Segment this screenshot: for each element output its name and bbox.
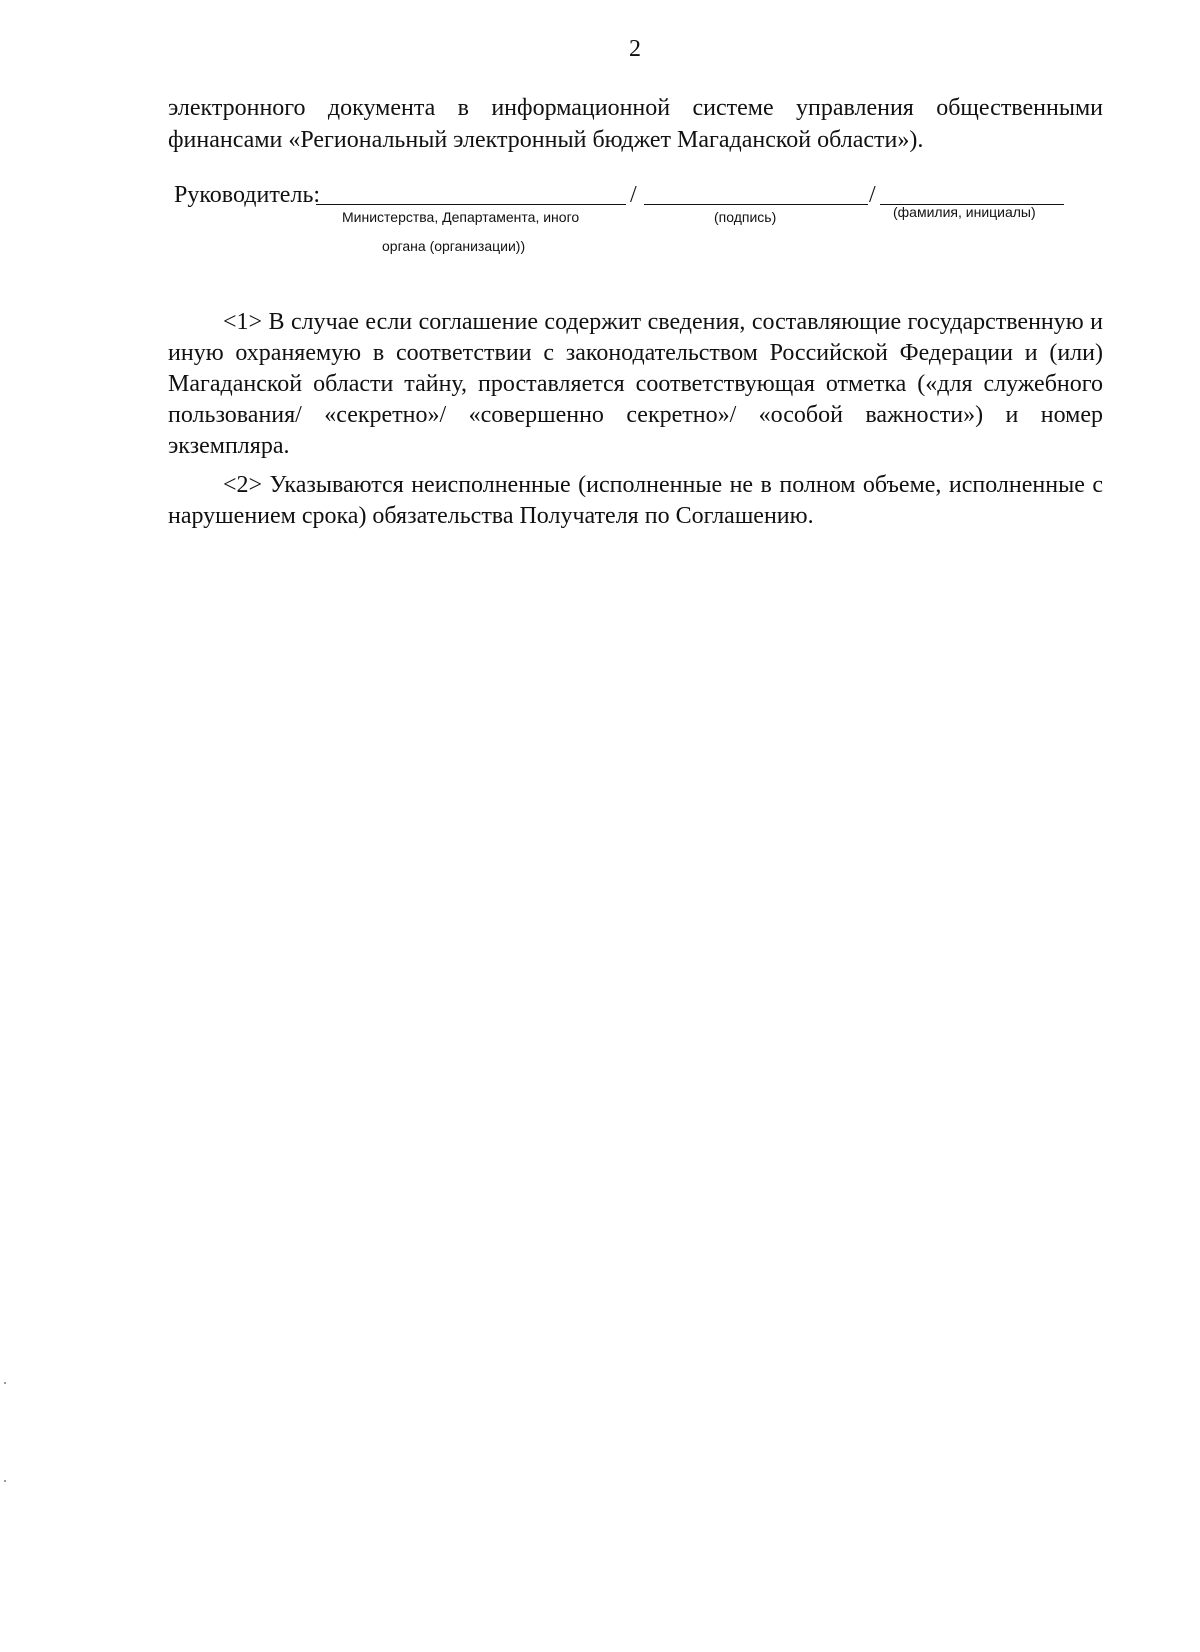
signature-slash-1: / [630,182,637,208]
organization-caption-line1: Министерства, Департамента, иного [342,209,580,225]
signature-slash-2: / [869,182,876,208]
footnote-2: <2> Указываются неисполненные (исполненные не в полном объеме, исполненные с нарушением срока) обязательства Получателя по Соглашению. [168,472,1103,529]
signature-block [174,182,1094,262]
signature-line [644,182,868,205]
page-number: 2 [629,36,641,62]
organization-line [316,182,626,205]
signature-label: Руководитель: [174,182,321,208]
name-line [880,182,1064,205]
scan-edge-mark [4,1480,6,1482]
signature-caption: (подпись) [714,209,777,225]
scan-edge-mark [4,1382,6,1384]
organization-caption-line2: органа (организации)) [382,238,526,254]
name-caption: (фамилия, инициалы) [893,204,1036,220]
continuation-paragraph: электронного документа в информационной системе управления общественными финансами «Региональный электронный бюджет Магаданской области»). [168,95,1103,153]
footnote-1: <1> В случае если соглашение содержит сведения, составляющие государственную и иную охраняемую в соответствии с законодательством Российской Федерации и (или) Магаданской области тайну, проставляется соответствующая отметка («для служебного пользования/ «секретно»/ «совершенно секретно»/ «особой важности») и номер экземпляра. [168,309,1103,459]
